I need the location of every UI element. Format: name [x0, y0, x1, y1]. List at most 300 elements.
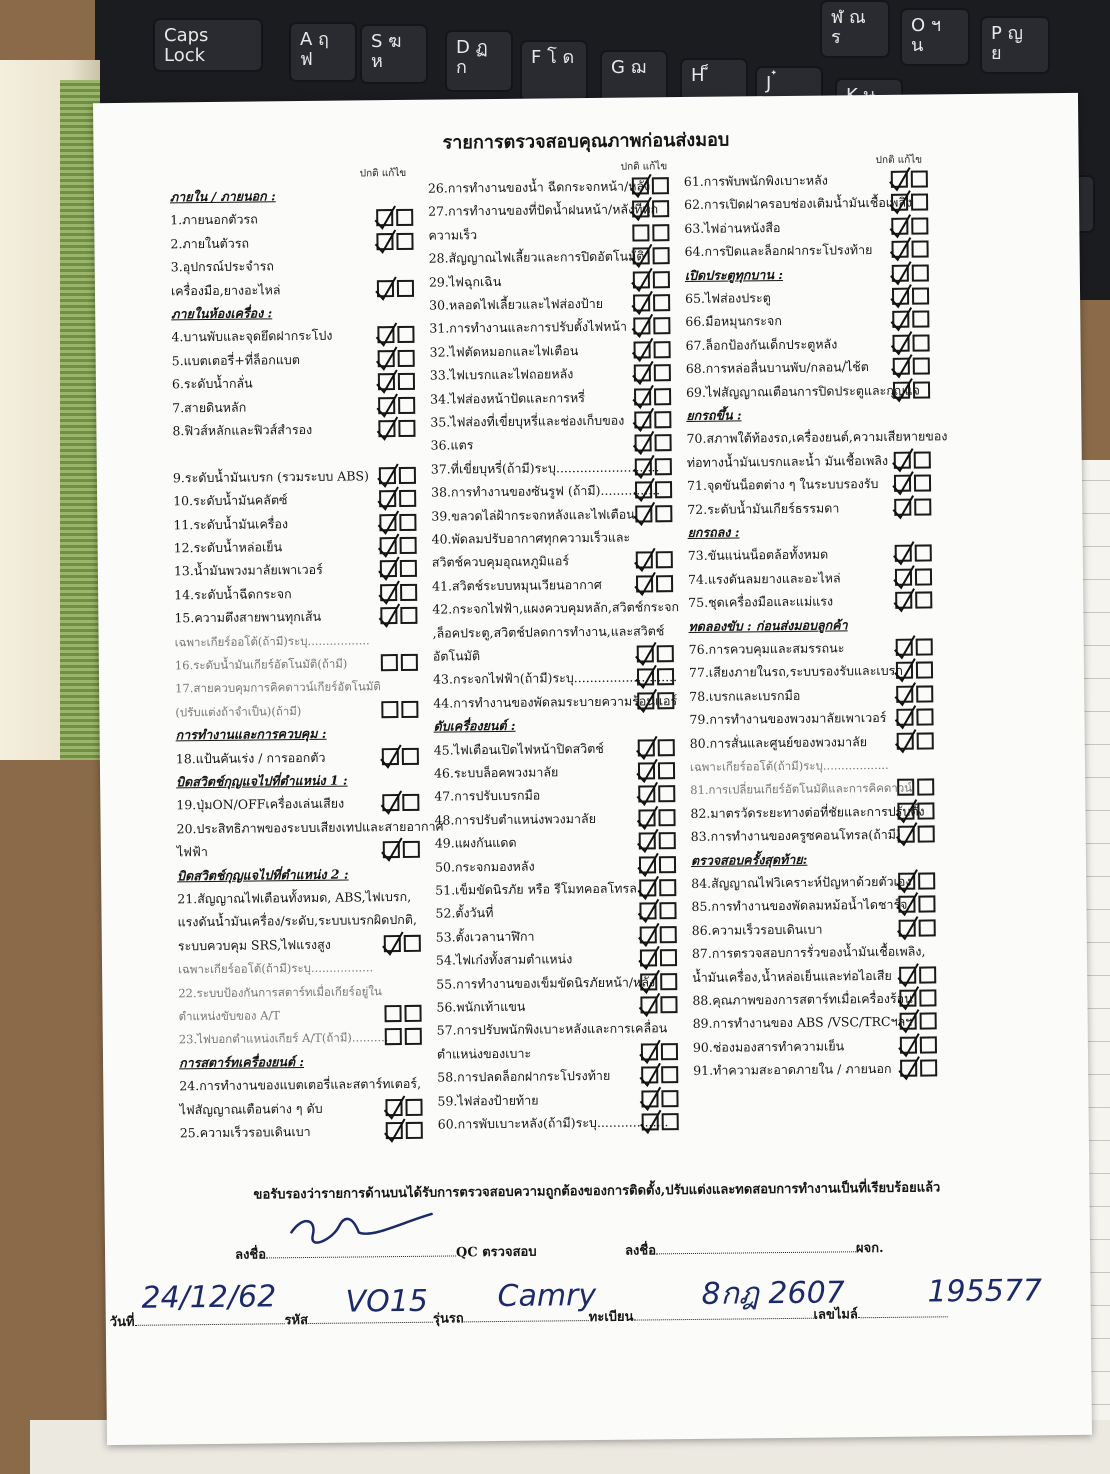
normal-checkbox[interactable]: [892, 288, 909, 305]
fixed-checkbox[interactable]: [652, 224, 669, 241]
checklist-item-label: 82.มาตรวัดระยะทางต่อที่ชัยและการปรับตั้ง: [690, 803, 925, 821]
section-heading: ตรวจสอบครั้งสุดท้าย:: [690, 851, 808, 868]
fixed-checkbox[interactable]: [657, 645, 674, 662]
normal-checkbox[interactable]: [640, 996, 657, 1013]
normal-checkbox[interactable]: [635, 505, 652, 522]
checkmark-icon: [631, 431, 655, 457]
checkmark-icon: [630, 267, 654, 293]
normal-checkbox[interactable]: [896, 709, 913, 726]
normal-checkbox[interactable]: [377, 280, 394, 297]
fixed-checkbox[interactable]: [920, 1013, 937, 1030]
checklist-item-label: 65.ไฟส่องประตู: [684, 290, 771, 307]
checkmark-icon: [894, 728, 918, 754]
checklist-item-label: 22.ระบบป้องกันการสตาร์ทเมื่อเกียร์อยู่ใน: [178, 983, 382, 1000]
checklist-item-label: 79.การทำงานของพวงมาลัยเพาเวอร์: [689, 710, 887, 728]
fixed-checkbox[interactable]: [400, 584, 417, 601]
checkmark-icon: [631, 361, 655, 387]
normal-checkbox[interactable]: [640, 950, 657, 967]
checklist-item-label: 26.การทำงานของน้ำ ฉีดกระจกหน้า/หลัง: [427, 178, 651, 196]
fixed-checkbox[interactable]: [655, 505, 672, 522]
normal-checkbox[interactable]: [632, 201, 649, 218]
fixed-checkbox[interactable]: [916, 662, 933, 679]
checklist-item-label: 33.ไฟเบรกและไฟถอยหลัง: [429, 366, 574, 383]
fixed-checkbox[interactable]: [656, 575, 673, 592]
checkmark-icon: [635, 805, 659, 831]
fixed-checkbox[interactable]: [653, 318, 670, 335]
checkmark-icon: [896, 986, 920, 1012]
fixed-checkbox[interactable]: [660, 973, 677, 990]
checkmark-icon: [635, 735, 659, 761]
checklist-item-label: 85.การทำงานของพัดลมหม้อน้ำไดชาร์จ: [691, 897, 908, 915]
checkmark-icon: [373, 205, 397, 231]
fixed-checkbox[interactable]: [662, 1113, 679, 1130]
checkmark-icon: [634, 688, 658, 714]
fixed-checkbox[interactable]: [402, 747, 419, 764]
fixed-checkbox[interactable]: [918, 872, 935, 889]
fixed-checkbox[interactable]: [915, 568, 932, 585]
checklist-item-label: 27.การทำงานของที่ปัดน้ำฝนหน้า/หลังที่ทุก: [428, 201, 659, 220]
date-label: วันที่: [109, 1314, 135, 1331]
fixed-checkbox[interactable]: [661, 1090, 678, 1107]
fixed-checkbox[interactable]: [659, 832, 676, 849]
fixed-checkbox[interactable]: [911, 170, 928, 187]
normal-checkbox[interactable]: [894, 498, 911, 515]
checkmark-icon: [893, 705, 917, 731]
checkmark-icon: [889, 330, 913, 356]
normal-checkbox[interactable]: [896, 662, 913, 679]
checkmark-icon: [382, 1095, 406, 1121]
fixed-checkbox[interactable]: [919, 989, 936, 1006]
fixed-checkbox[interactable]: [918, 826, 935, 843]
normal-checkbox[interactable]: [634, 388, 651, 405]
fixed-checkbox[interactable]: [911, 217, 928, 234]
checklist-item-label: 67.ล็อกป้องกันเด็กประตูหลัง: [685, 336, 838, 353]
checkmark-icon: [637, 992, 661, 1018]
normal-checkbox[interactable]: [637, 645, 654, 662]
fixed-checkbox[interactable]: [400, 560, 417, 577]
fixed-checkbox[interactable]: [399, 513, 416, 530]
normal-checkbox[interactable]: [641, 1090, 658, 1107]
normal-checkbox[interactable]: [638, 762, 655, 779]
normal-checkbox[interactable]: [634, 341, 651, 358]
normal-checkbox[interactable]: [898, 896, 915, 913]
normal-checkbox[interactable]: [895, 568, 912, 585]
checklist-item-label: 54.ไฟเก๋งทั้งสามตำแหน่ง: [435, 951, 573, 968]
checklist-item-label: 87.การตรวจสอบการรั่วของน้ำมันเชื้อเพลิง,: [691, 943, 926, 962]
fixed-checkbox[interactable]: [658, 786, 675, 803]
normal-checkbox[interactable]: [384, 1005, 401, 1022]
fixed-checkbox[interactable]: [917, 732, 934, 749]
fixed-checkbox[interactable]: [654, 364, 671, 381]
normal-checkbox[interactable]: [379, 490, 396, 507]
fixed-checkbox[interactable]: [396, 209, 413, 226]
fixed-checkbox[interactable]: [916, 638, 933, 655]
fixed-checkbox[interactable]: [652, 177, 669, 194]
checkmark-icon: [636, 899, 660, 925]
checklist-item-label: 41.สวิตช์ระบบหมุนเวียนอากาศ: [431, 576, 602, 594]
fixed-checkbox[interactable]: [403, 841, 420, 858]
checkmark-icon: [630, 314, 654, 340]
normal-checkbox[interactable]: [641, 1043, 658, 1060]
col-header: ปกติ แก้ไข: [359, 167, 407, 180]
normal-checkbox[interactable]: [897, 779, 914, 796]
checklist-item-label: 86.ความเร็วรอบเดินเบา: [691, 921, 823, 938]
fixed-checkbox[interactable]: [912, 287, 929, 304]
checklist-item-label: 55.การทำงานของเข็มขัดนิรภัยหน้า/หลัง: [436, 973, 656, 992]
normal-checkbox[interactable]: [381, 654, 398, 671]
checklist-item-label: 45.ไฟเตือนเปิดไฟหน้าปิดสวิตช์: [433, 740, 604, 758]
checklist-item-label: 88.คุณภาพของการสตาร์ทเมื่อเครื่องร้อน: [692, 990, 913, 1008]
normal-checkbox[interactable]: [637, 692, 654, 709]
fixed-checkbox[interactable]: [402, 794, 419, 811]
fixed-checkbox[interactable]: [920, 1060, 937, 1077]
fixed-checkbox[interactable]: [915, 545, 932, 562]
key-caps-lock: Caps Lock: [153, 18, 263, 72]
normal-checkbox[interactable]: [638, 809, 655, 826]
fixed-checkbox[interactable]: [653, 247, 670, 264]
normal-checkbox[interactable]: [899, 919, 916, 936]
checklist-item-label: 90.ช่องมองสารทำความเย็น: [692, 1038, 845, 1055]
fixed-checkbox[interactable]: [661, 1066, 678, 1083]
normal-checkbox[interactable]: [641, 1067, 658, 1084]
code-value: VO15: [345, 1283, 429, 1320]
fixed-checkbox[interactable]: [914, 498, 931, 515]
checkmark-icon: [892, 564, 916, 590]
fixed-checkbox[interactable]: [397, 326, 414, 343]
checklist-item-label: 77.เสียงภายในรถ,ระบบรองรับและเบรก: [688, 663, 903, 681]
normal-checkbox[interactable]: [376, 233, 393, 250]
fixed-checkbox[interactable]: [401, 701, 418, 718]
fixed-checkbox[interactable]: [912, 264, 929, 281]
fixed-checkbox[interactable]: [657, 669, 674, 686]
normal-checkbox[interactable]: [381, 701, 398, 718]
checkmark-icon: [638, 1062, 662, 1088]
checklist-item-label: 32.ไฟตัดหมอกและไฟเตือน: [429, 342, 579, 360]
normal-checkbox[interactable]: [382, 794, 399, 811]
checklist-item-label: 16.ระดับน้ำมันเกียร์อัตโนมัติ(ถ้ามี): [174, 656, 348, 673]
normal-checkbox[interactable]: [379, 467, 396, 484]
normal-checkbox[interactable]: [892, 264, 909, 281]
checklist-item-label: 3.อุปกรณ์ประจำรถ: [170, 258, 275, 275]
normal-checkbox[interactable]: [640, 926, 657, 943]
fixed-checkbox[interactable]: [659, 879, 676, 896]
normal-checkbox[interactable]: [632, 177, 649, 194]
normal-checkbox[interactable]: [896, 685, 913, 702]
normal-checkbox[interactable]: [383, 841, 400, 858]
key: F โ ด: [520, 40, 588, 102]
fixed-checkbox[interactable]: [404, 935, 421, 952]
checkmark-icon: [633, 571, 657, 597]
checklist-item-label: 51.เข็มขัดนิรภัย หรือ รีโมทคอลโทรล: [435, 880, 637, 898]
normal-checkbox[interactable]: [894, 451, 911, 468]
checkmark-icon: [891, 494, 915, 520]
checklist-item-label: 91.ทำความสะอาดภายใน / ภายนอก: [693, 1061, 892, 1079]
plate-label: ทะเบียน: [588, 1309, 634, 1326]
normal-checkbox[interactable]: [891, 194, 908, 211]
checklist-item-label: 62.การเปิดฝาครอบช่องเติมน้ำมันเชื้อเพลิง: [684, 195, 913, 213]
fixed-checkbox[interactable]: [918, 896, 935, 913]
fixed-checkbox[interactable]: [656, 552, 673, 569]
fixed-checkbox[interactable]: [658, 739, 675, 756]
checklist-item-label: ตำแหน่งของเบาะ: [436, 1045, 532, 1062]
checklist-item-label: 47.การปรับเบรกมือ: [434, 787, 541, 805]
checklist-item-label: 75.ชุดเครื่องมือและแม่แรง: [688, 593, 834, 611]
checkmark-icon: [896, 915, 920, 941]
normal-checkbox[interactable]: [636, 575, 653, 592]
checklist-item-label: 63.ไฟอ่านหนังสือ: [684, 219, 781, 236]
checklist-item-label: 30.หลอดไฟเลี้ยวและไฟส่องป้าย: [429, 295, 604, 313]
checklist-item-label: แรงดันน้ำมันเครื่อง/ระดับ,ระบบเบรกผิดปกติ,: [177, 912, 417, 930]
checkmark-icon: [893, 635, 917, 661]
normal-checkbox[interactable]: [900, 1013, 917, 1030]
fixed-checkbox[interactable]: [398, 350, 415, 367]
certification-text: ขอรับรองว่ารายการด้านบนได้รับการตรวจสอบความถูกต้องของการติดตั้ง,ปรับแต่งและทดสอบการทำงานเป็นที่เรียบร้อยแล้ว: [253, 1180, 941, 1203]
fixed-checkbox[interactable]: [397, 279, 414, 296]
normal-checkbox[interactable]: [891, 171, 908, 188]
normal-checkbox[interactable]: [900, 1060, 917, 1077]
checklist-item-label: 13.น้ำมันพวงมาลัยเพาเวอร์: [173, 562, 323, 579]
normal-checkbox[interactable]: [893, 381, 910, 398]
checkmark-icon: [633, 548, 657, 574]
checklist-item-label: 18.แป้นคันเร่ง / การออกตัว: [175, 749, 326, 766]
normal-checkbox[interactable]: [897, 802, 914, 819]
key: D ฏ ก: [445, 30, 513, 92]
fixed-checkbox[interactable]: [400, 607, 417, 624]
normal-checkbox[interactable]: [892, 334, 909, 351]
normal-checkbox[interactable]: [895, 545, 912, 562]
fixed-checkbox[interactable]: [654, 388, 671, 405]
checklist-item-label: 31.การทำงานและการปรับตั้งไฟหน้า: [429, 319, 628, 337]
checkmark-icon: [631, 407, 655, 433]
normal-checkbox[interactable]: [386, 1122, 403, 1139]
normal-checkbox[interactable]: [634, 411, 651, 428]
normal-checkbox[interactable]: [378, 397, 395, 414]
checkmark-icon: [889, 284, 913, 310]
fixed-checkbox[interactable]: [398, 373, 415, 390]
fixed-checkbox[interactable]: [405, 1098, 422, 1115]
normal-checkbox[interactable]: [898, 873, 915, 890]
fixed-checkbox[interactable]: [916, 685, 933, 702]
normal-checkbox[interactable]: [639, 856, 656, 873]
fixed-checkbox[interactable]: [399, 467, 416, 484]
section-heading: ภายใน / ภายนอก :: [169, 188, 276, 205]
normal-checkbox[interactable]: [385, 1099, 402, 1116]
fixed-checkbox[interactable]: [913, 358, 930, 375]
normal-checkbox[interactable]: [638, 786, 655, 803]
normal-checkbox[interactable]: [378, 420, 395, 437]
normal-checkbox[interactable]: [635, 482, 652, 499]
fixed-checkbox[interactable]: [660, 996, 677, 1013]
normal-checkbox[interactable]: [378, 350, 395, 367]
normal-checkbox[interactable]: [380, 560, 397, 577]
fixed-checkbox[interactable]: [400, 537, 417, 554]
fixed-checkbox[interactable]: [919, 919, 936, 936]
checklist-item-label: 17.สายควบคุมการคิคดาวน์เกียร์อัตโนมัติ: [175, 679, 381, 696]
fixed-checkbox[interactable]: [911, 194, 928, 211]
normal-checkbox[interactable]: [893, 358, 910, 375]
normal-checkbox[interactable]: [634, 365, 651, 382]
checkmark-icon: [635, 782, 659, 808]
checkmark-icon: [888, 213, 912, 239]
fixed-checkbox[interactable]: [654, 341, 671, 358]
normal-checkbox[interactable]: [379, 514, 396, 531]
checklist-item-label: 83.การทำงานของครูซคอนโทรล(ถ้ามี): [690, 826, 901, 845]
fixed-checkbox[interactable]: [398, 396, 415, 413]
checklist-item-label: เฉพาะเกียร์ออโต้(ถ้ามี)ระบุ.................: [174, 632, 370, 649]
fixed-checkbox[interactable]: [660, 926, 677, 943]
normal-checkbox[interactable]: [380, 607, 397, 624]
checklist-item-label: เครื่องมือ,ยางอะไหล่: [170, 281, 281, 298]
signature-line-2: [625, 1237, 884, 1261]
normal-checkbox[interactable]: [376, 209, 393, 226]
checkmark-icon: [374, 322, 398, 348]
checkmark-icon: [894, 798, 918, 824]
fixed-checkbox[interactable]: [660, 949, 677, 966]
normal-checkbox[interactable]: [385, 1028, 402, 1045]
normal-checkbox[interactable]: [384, 935, 401, 952]
fixed-checkbox[interactable]: [405, 1028, 422, 1045]
fixed-checkbox[interactable]: [655, 435, 672, 452]
normal-checkbox[interactable]: [895, 592, 912, 609]
key: J ๋: [755, 66, 823, 108]
normal-checkbox[interactable]: [632, 224, 649, 241]
section-heading: ภายในห้องเครื่อง :: [171, 305, 273, 322]
col-header: ปกติ แก้ไข: [875, 154, 923, 167]
fixed-checkbox[interactable]: [396, 233, 413, 250]
fixed-checkbox[interactable]: [655, 458, 672, 475]
checklist-item-label: 48.การปรับตำแหน่งพวงมาลัย: [434, 810, 597, 828]
fixed-checkbox[interactable]: [653, 294, 670, 311]
normal-checkbox[interactable]: [896, 639, 913, 656]
normal-checkbox[interactable]: [639, 903, 656, 920]
normal-checkbox[interactable]: [380, 584, 397, 601]
fixed-checkbox[interactable]: [915, 592, 932, 609]
fixed-checkbox[interactable]: [658, 762, 675, 779]
checklist-item-label: 8.ฟิวส์หลักและฟิวส์สำรอง: [172, 421, 313, 439]
checklist-item-label: 21.สัญญาณไฟเตือนทั้งหมด, ABS,ไฟเบรก,: [177, 888, 412, 907]
checklist-item-label: 7.สายดินหลัก: [172, 399, 247, 415]
fixed-checkbox[interactable]: [406, 1122, 423, 1139]
normal-checkbox[interactable]: [380, 537, 397, 554]
checkmark-icon: [634, 665, 658, 691]
key: O ฯ น: [900, 8, 970, 66]
normal-checkbox[interactable]: [891, 217, 908, 234]
checklist-item-label: ไฟสัญญาณเตือนต่าง ๆ ดับ: [179, 1100, 323, 1117]
mileage-label: เลขไมล์: [813, 1307, 858, 1323]
checkmark-icon: [638, 1086, 662, 1112]
checkmark-icon: [629, 173, 653, 199]
fixed-checkbox[interactable]: [914, 475, 931, 492]
checklist-item-label: 56.พนักเท้าแขน: [436, 998, 526, 1015]
fixed-checkbox[interactable]: [659, 856, 676, 873]
checkmark-icon: [888, 190, 912, 216]
normal-checkbox[interactable]: [642, 1113, 659, 1130]
checklist-item-label: 60.การพับเบาะหลัง(ถ้ามี)ระบุ..................: [437, 1114, 669, 1132]
fixed-checkbox[interactable]: [919, 966, 936, 983]
checklist-item-label: 35.ไฟส่องที่เขี่ยบุหรี่และช่องเก็บของ: [430, 412, 625, 430]
normal-checkbox[interactable]: [891, 241, 908, 258]
fixed-checkbox[interactable]: [401, 654, 418, 671]
fixed-checkbox[interactable]: [655, 481, 672, 498]
fixed-checkbox[interactable]: [920, 1036, 937, 1053]
normal-checkbox[interactable]: [377, 326, 394, 343]
normal-checkbox[interactable]: [382, 748, 399, 765]
checkmark-icon: [895, 822, 919, 848]
normal-checkbox[interactable]: [639, 879, 656, 896]
normal-checkbox[interactable]: [635, 458, 652, 475]
normal-checkbox[interactable]: [636, 552, 653, 569]
checkmark-icon: [895, 892, 919, 918]
section-heading: ดับเครื่องยนต์ :: [433, 717, 516, 734]
normal-checkbox[interactable]: [892, 311, 909, 328]
normal-checkbox[interactable]: [637, 669, 654, 686]
checkmark-icon: [381, 931, 405, 957]
fixed-checkbox[interactable]: [916, 709, 933, 726]
normal-checkbox[interactable]: [640, 973, 657, 990]
normal-checkbox[interactable]: [635, 435, 652, 452]
date-value: 24/12/62: [141, 1279, 277, 1316]
checklist-item-label: 42.กระจกไฟฟ้า,แผงควบคุมหลัก,สวิตช์กระจก: [432, 599, 680, 617]
normal-checkbox[interactable]: [897, 732, 914, 749]
normal-checkbox[interactable]: [639, 833, 656, 850]
checklist-item-label: 39.ขลวดไล่ฝ้ากระจกหลังและไฟเตือน: [431, 506, 635, 524]
fixed-checkbox[interactable]: [911, 241, 928, 258]
normal-checkbox[interactable]: [898, 826, 915, 843]
fixed-checkbox[interactable]: [652, 201, 669, 218]
checkmark-icon: [891, 447, 915, 473]
normal-checkbox[interactable]: [633, 248, 650, 265]
fixed-checkbox[interactable]: [914, 451, 931, 468]
fixed-checkbox[interactable]: [661, 1043, 678, 1060]
checkmark-icon: [375, 346, 399, 372]
checklist-item-label: 58.การปลดล็อกฝากระโปรงท้าย: [437, 1068, 611, 1085]
fixed-checkbox[interactable]: [399, 490, 416, 507]
normal-checkbox[interactable]: [633, 294, 650, 311]
key: G ฌ: [600, 50, 668, 106]
fixed-checkbox[interactable]: [653, 271, 670, 288]
normal-checkbox[interactable]: [899, 966, 916, 983]
fixed-checkbox[interactable]: [658, 809, 675, 826]
normal-checkbox[interactable]: [378, 373, 395, 390]
key: P ญ ย: [980, 16, 1050, 74]
fixed-checkbox[interactable]: [917, 802, 934, 819]
normal-checkbox[interactable]: [894, 475, 911, 492]
fixed-checkbox[interactable]: [404, 1005, 421, 1022]
fixed-checkbox[interactable]: [912, 334, 929, 351]
normal-checkbox[interactable]: [900, 1036, 917, 1053]
model-value: Camry: [497, 1277, 597, 1315]
checkmark-icon: [896, 962, 920, 988]
fixed-checkbox[interactable]: [912, 311, 929, 328]
fixed-checkbox[interactable]: [654, 411, 671, 428]
checklist-item-label: 9.ระดับน้ำมันเบรก (รวมระบบ ABS): [172, 468, 369, 486]
checklist-item-label: 89.การทำงานของ ABS /VSC/TRCฯลฯ: [692, 1014, 913, 1032]
fixed-checkbox[interactable]: [398, 420, 415, 437]
checkmark-icon: [892, 541, 916, 567]
fixed-checkbox[interactable]: [657, 692, 674, 709]
fixed-checkbox[interactable]: [913, 381, 930, 398]
fixed-checkbox[interactable]: [659, 903, 676, 920]
normal-checkbox[interactable]: [899, 990, 916, 1007]
checklist-item-label: 40.พัดลมปรับอากาศทุกความเร็วและ: [431, 529, 631, 547]
normal-checkbox[interactable]: [638, 739, 655, 756]
normal-checkbox[interactable]: [633, 318, 650, 335]
checkmark-icon: [888, 237, 912, 263]
fixed-checkbox[interactable]: [917, 779, 934, 796]
checklist-item-label: สวิตช์ควบคุมอุณหภูมิแอร์: [431, 553, 570, 571]
normal-checkbox[interactable]: [633, 271, 650, 288]
key: S ฆ ห: [360, 24, 428, 84]
